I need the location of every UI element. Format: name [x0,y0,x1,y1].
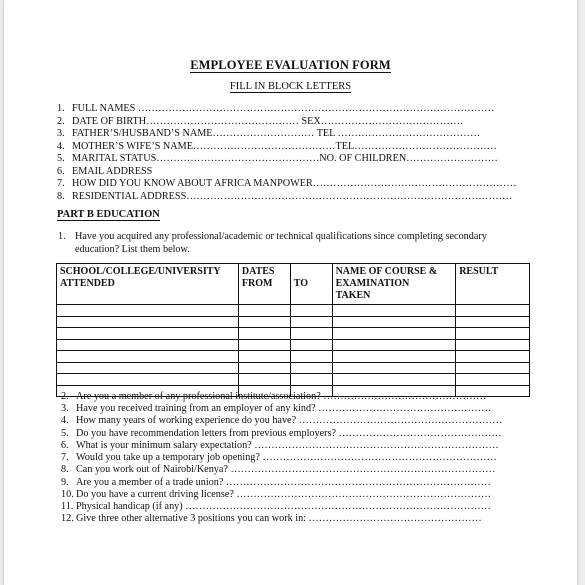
header-school: SCHOOL/COLLEGE/UNIVERSITY ATTENDED [57,264,239,305]
table-cell[interactable] [290,339,332,351]
table-cell[interactable] [238,351,290,363]
header-course: NAME OF COURSE & EXAMINATION TAKEN [332,264,456,305]
table-cell[interactable] [238,316,290,328]
header-result: RESULT [456,264,530,305]
table-cell[interactable] [290,316,332,328]
question-1: 1. Have you acquired any professional/academic or technical qualifications since completing secondary education? List them below. [58,231,487,255]
table-cell[interactable] [332,339,456,351]
table-cell[interactable] [332,374,456,386]
table-cell[interactable] [57,316,239,328]
education-table-header [57,264,530,305]
question-5: 5. Do you have recommendation letters from previous employers? ………………………………………… [61,427,502,439]
question-10: 10. Do you have a current driving license? ………………………………………………………………… [61,488,492,500]
table-cell[interactable] [238,328,290,340]
personal-field-father-husband: 3. FATHER’S/HUSBAND’S NAME………………………… TEL …………………………………… [57,128,481,139]
personal-field-date-of-birth: 2. DATE OF BIRTH……………………………………… SEX…………………………………… [57,115,464,127]
table-cell[interactable] [290,328,332,340]
table-cell[interactable] [290,374,332,386]
table-cell[interactable] [456,362,530,374]
table-cell[interactable] [238,339,290,351]
table-cell[interactable] [332,362,456,374]
table-cell[interactable] [456,374,530,386]
table-cell[interactable] [238,362,290,374]
personal-field-how-did-you-know: 7. HOW DID YOU KNOW ABOUT AFRICA MANPOWER…………………………………………………… [57,178,517,189]
question-2: 2. Are you a member of any professional institute/association? ………………………………………… [61,391,487,402]
header-to: TO [290,264,332,305]
table-row [57,305,530,317]
table-cell[interactable] [456,316,530,328]
table-cell[interactable] [290,305,332,317]
question-11: 11. Physical handicap (if any) ……………………………………………………………………………… [61,501,491,512]
table-row [57,339,530,351]
header-dates-from: DATES FROM [238,264,290,305]
table-cell[interactable] [332,328,456,340]
table-cell[interactable] [332,316,456,328]
personal-field-mother-wife: 4. MOTHER’S WIFE’S NAME……………………………………TEL…………………………………… [57,140,497,152]
table-row [57,362,530,374]
personal-field-email: 6. EMAIL ADDRESS [57,165,153,177]
part-b-heading: PART B EDUCATION [57,209,160,220]
form-page [4,0,577,585]
table-cell[interactable] [332,305,456,317]
table-cell[interactable] [456,351,530,363]
table-cell[interactable] [57,351,239,363]
question-7: 7. Would you take up a temporary job opening? …………………………………………………………… [61,452,497,463]
table-cell[interactable] [290,362,332,374]
question-3: 3. Have you received training from an employer of any kind? …………………………………………… [61,403,492,414]
table-row [57,351,530,363]
question-4: 4. How many years of working experience do you have? …………………………………………………… [61,415,503,426]
table-cell[interactable] [456,339,530,351]
table-cell[interactable] [290,351,332,363]
table-cell[interactable] [332,351,456,363]
table-cell[interactable] [456,328,530,340]
table-cell[interactable] [57,328,239,340]
table-cell[interactable] [238,305,290,317]
form-title: EMPLOYEE EVALUATION FORM [190,58,391,72]
personal-field-residential-address: 8. RESIDENTIAL ADDRESS…………………………………………………………………………………… [57,190,513,202]
education-table [56,263,530,397]
table-cell[interactable] [57,305,239,317]
table-cell[interactable] [238,374,290,386]
form-subtitle: FILL IN BLOCK LETTERS [229,81,352,92]
table-row [57,316,530,328]
personal-field-full-names: 1. FULL NAMES …………………………………………………………………………………………… [57,103,495,114]
question-12: 12. Give three other alternative 3 positions you can work in: …………………………………………… [61,513,482,524]
table-cell[interactable] [57,362,239,374]
question-8: 8. Can you work out of Nairobi/Kenya? …………………………………………………………………… [61,464,496,475]
question-6: 6. What is your minimum salary expectation? ……………………………………………………………… [61,439,499,451]
table-cell[interactable] [57,374,239,386]
table-row [57,328,530,340]
table-cell[interactable] [57,339,239,351]
table-cell[interactable] [456,305,530,317]
personal-field-marital-status: 5. MARITAL STATUS…………………………………………NO. OF CHILDREN……………………… [57,153,498,164]
table-row [57,374,530,386]
question-9: 9. Are you a member of a trade union? …………………………………………………………………… [61,476,491,488]
